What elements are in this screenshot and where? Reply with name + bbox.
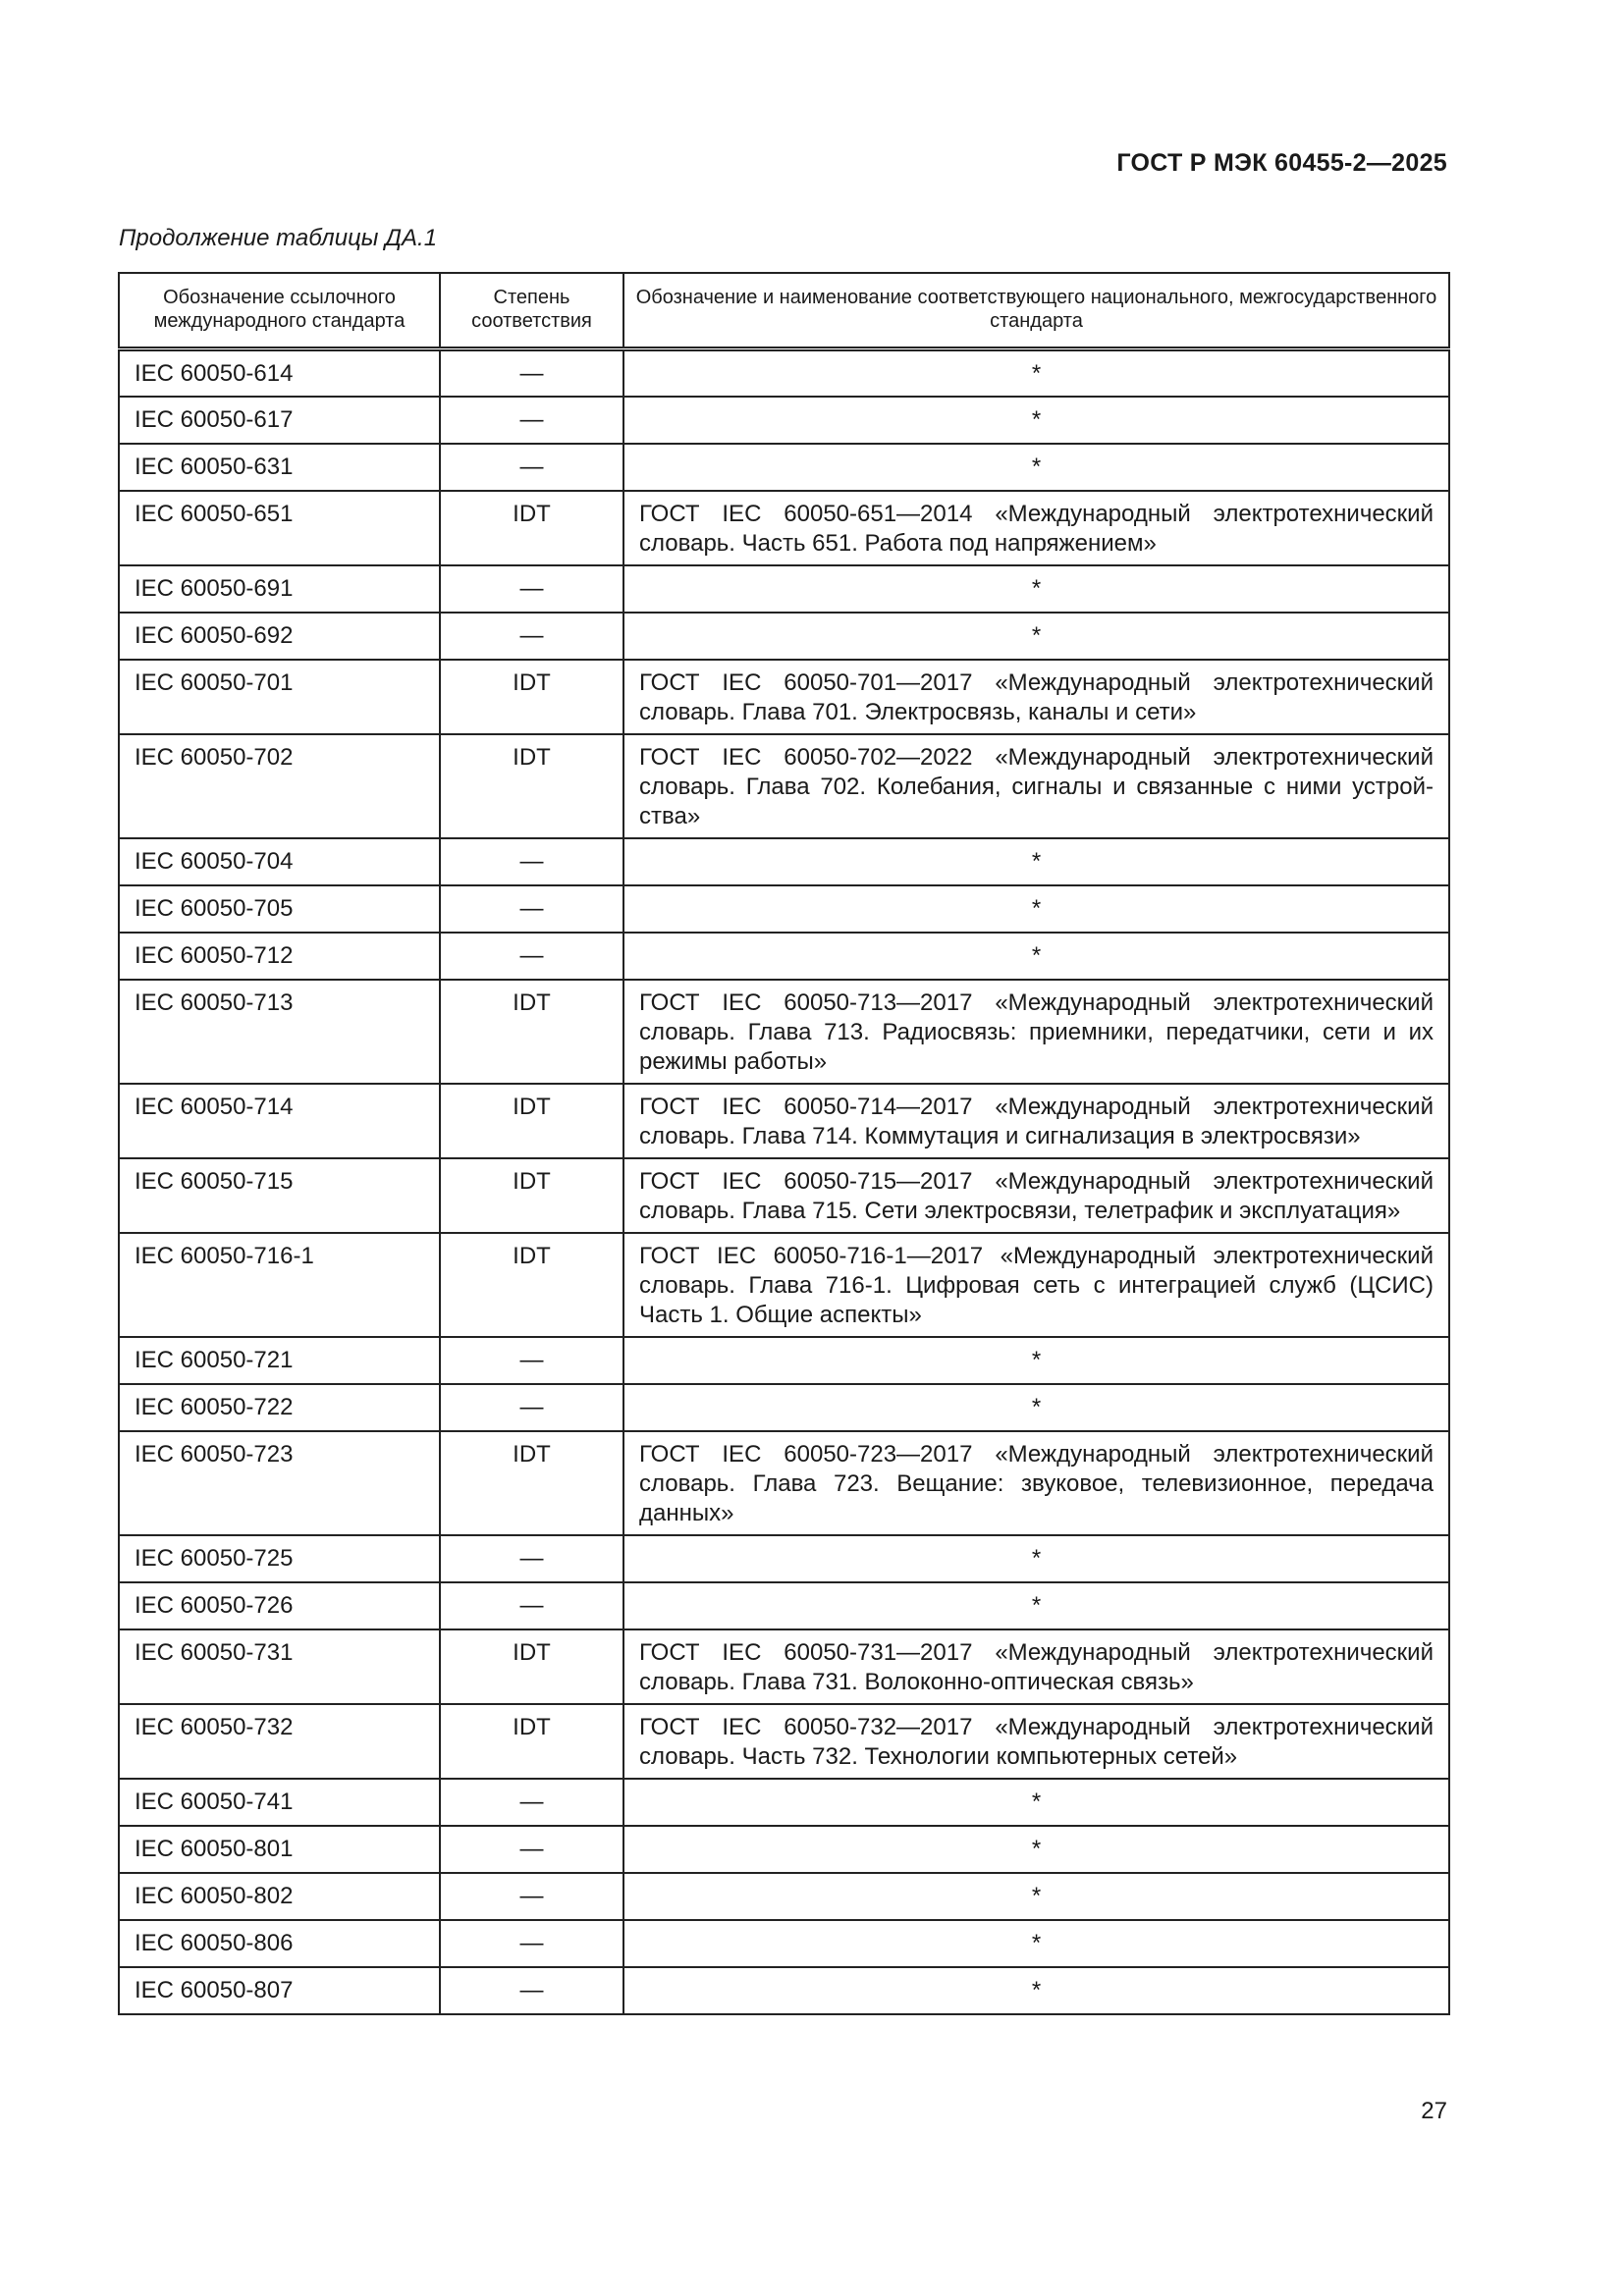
cell-degree: — [440, 565, 623, 613]
cell-international-standard: IEC 60050-725 [119, 1535, 440, 1582]
cell-national-standard: * [623, 1582, 1449, 1629]
column-header-international-standard: Обозначение ссылочного международного стандарта [119, 273, 440, 349]
cell-degree: IDT [440, 1084, 623, 1158]
cell-degree: IDT [440, 491, 623, 565]
cell-degree: — [440, 1826, 623, 1873]
cell-national-standard: * [623, 613, 1449, 660]
table-row [119, 397, 1449, 444]
cell-international-standard: IEC 60050-716-1 [119, 1233, 440, 1337]
cell-national-standard: ГОСТ IEC 60050-713—2017 «Международный электротехнический словарь. Глава 713. Радиосвязь: приемники, передатчики, сети и их режимы работы» [623, 980, 1449, 1084]
table-row [119, 1084, 1449, 1158]
column-header-degree: Степень соответствия [440, 273, 623, 349]
table-row [119, 491, 1449, 565]
table-row [119, 1873, 1449, 1920]
cell-international-standard: IEC 60050-651 [119, 491, 440, 565]
table-caption: Продолжение таблицы ДА.1 [119, 225, 438, 251]
cell-international-standard: IEC 60050-614 [119, 349, 440, 397]
table-row [119, 1337, 1449, 1384]
cell-national-standard: * [623, 397, 1449, 444]
cell-degree: — [440, 885, 623, 933]
table-row [119, 933, 1449, 980]
cell-international-standard: IEC 60050-702 [119, 734, 440, 838]
table-row [119, 1920, 1449, 1967]
cell-international-standard: IEC 60050-692 [119, 613, 440, 660]
table-row [119, 1704, 1449, 1779]
cell-international-standard: IEC 60050-741 [119, 1779, 440, 1826]
cell-international-standard: IEC 60050-721 [119, 1337, 440, 1384]
table-row [119, 885, 1449, 933]
cell-international-standard: IEC 60050-731 [119, 1629, 440, 1704]
cell-national-standard: ГОСТ IEC 60050-651—2014 «Международный электротехнический словарь. Часть 651. Работа под напряжением» [623, 491, 1449, 565]
cell-national-standard: * [623, 1873, 1449, 1920]
cell-degree: IDT [440, 1158, 623, 1233]
cell-international-standard: IEC 60050-705 [119, 885, 440, 933]
table-row [119, 565, 1449, 613]
cell-international-standard: IEC 60050-617 [119, 397, 440, 444]
cell-degree: IDT [440, 1629, 623, 1704]
cell-degree: — [440, 444, 623, 491]
cell-national-standard: * [623, 349, 1449, 397]
cell-national-standard: ГОСТ IEC 60050-732—2017 «Международный электротехнический словарь. Часть 732. Технологии компьютерных сетей» [623, 1704, 1449, 1779]
cell-degree: — [440, 1873, 623, 1920]
table-row [119, 838, 1449, 885]
cell-national-standard: * [623, 1967, 1449, 2014]
table-row [119, 660, 1449, 734]
cell-degree: IDT [440, 980, 623, 1084]
table-row [119, 1582, 1449, 1629]
cell-degree: — [440, 613, 623, 660]
cell-international-standard: IEC 60050-732 [119, 1704, 440, 1779]
cell-international-standard: IEC 60050-715 [119, 1158, 440, 1233]
cell-degree: — [440, 1967, 623, 2014]
page-number: 27 [1421, 2098, 1447, 2124]
cell-degree: — [440, 397, 623, 444]
cell-national-standard: * [623, 1826, 1449, 1873]
column-header-national-standard: Обозначение и наименование соответствующего национального, межгосударственного стандарта [623, 273, 1449, 349]
cell-national-standard: * [623, 1337, 1449, 1384]
cell-degree: IDT [440, 734, 623, 838]
cell-degree: — [440, 933, 623, 980]
cell-degree: — [440, 1535, 623, 1582]
cell-national-standard: * [623, 933, 1449, 980]
table-row [119, 613, 1449, 660]
cell-national-standard: ГОСТ IEC 60050-714—2017 «Международный электротехнический словарь. Глава 714. Коммутация и сигнализация в электросвязи» [623, 1084, 1449, 1158]
table-row [119, 1967, 1449, 2014]
cell-international-standard: IEC 60050-722 [119, 1384, 440, 1431]
cell-degree: — [440, 1779, 623, 1826]
table-header-row [119, 273, 1449, 349]
cell-national-standard: * [623, 1384, 1449, 1431]
cell-degree: — [440, 1582, 623, 1629]
cell-national-standard: ГОСТ IEC 60050-702—2022 «Международный электротехнический словарь. Глава 702. Колебания, сигналы и связанные с ними устройства» [623, 734, 1449, 838]
table-row [119, 1629, 1449, 1704]
cell-degree: — [440, 1920, 623, 1967]
table-row [119, 1384, 1449, 1431]
cell-national-standard: * [623, 444, 1449, 491]
cell-degree: — [440, 1337, 623, 1384]
cell-national-standard: ГОСТ IEC 60050-723—2017 «Международный электротехнический словарь. Глава 723. Вещание: звуковое, телевизионное, передача данных» [623, 1431, 1449, 1535]
cell-national-standard: * [623, 838, 1449, 885]
table-row [119, 444, 1449, 491]
cell-international-standard: IEC 60050-801 [119, 1826, 440, 1873]
cell-national-standard: ГОСТ IEC 60050-715—2017 «Международный электротехнический словарь. Глава 715. Сети электросвязи, телетрафик и эксплуатация» [623, 1158, 1449, 1233]
table-row [119, 1779, 1449, 1826]
cell-degree: IDT [440, 1431, 623, 1535]
table-row [119, 1233, 1449, 1337]
cell-national-standard: * [623, 1779, 1449, 1826]
reference-standards-table [118, 272, 1450, 2015]
table-row [119, 349, 1449, 397]
cell-degree: IDT [440, 1233, 623, 1337]
cell-international-standard: IEC 60050-701 [119, 660, 440, 734]
cell-degree: IDT [440, 1704, 623, 1779]
cell-national-standard: * [623, 885, 1449, 933]
cell-international-standard: IEC 60050-691 [119, 565, 440, 613]
cell-international-standard: IEC 60050-713 [119, 980, 440, 1084]
cell-international-standard: IEC 60050-704 [119, 838, 440, 885]
cell-degree: — [440, 1384, 623, 1431]
cell-degree: — [440, 349, 623, 397]
cell-international-standard: IEC 60050-802 [119, 1873, 440, 1920]
cell-national-standard: ГОСТ IEC 60050-701—2017 «Международный электротехнический словарь. Глава 701. Электросвязь, каналы и сети» [623, 660, 1449, 734]
cell-international-standard: IEC 60050-631 [119, 444, 440, 491]
document-code: ГОСТ Р МЭК 60455-2—2025 [1116, 149, 1447, 177]
table-body [119, 349, 1449, 2014]
table-row [119, 1826, 1449, 1873]
cell-degree: — [440, 838, 623, 885]
table-row [119, 734, 1449, 838]
cell-national-standard: * [623, 1920, 1449, 1967]
cell-international-standard: IEC 60050-806 [119, 1920, 440, 1967]
cell-national-standard: * [623, 1535, 1449, 1582]
table-row [119, 1158, 1449, 1233]
cell-international-standard: IEC 60050-807 [119, 1967, 440, 2014]
table-row [119, 1431, 1449, 1535]
cell-degree: IDT [440, 660, 623, 734]
cell-international-standard: IEC 60050-714 [119, 1084, 440, 1158]
table-row [119, 1535, 1449, 1582]
cell-national-standard: ГОСТ IEC 60050-731—2017 «Международный электротехнический словарь. Глава 731. Волоконно-оптическая связь» [623, 1629, 1449, 1704]
cell-international-standard: IEC 60050-712 [119, 933, 440, 980]
cell-international-standard: IEC 60050-723 [119, 1431, 440, 1535]
cell-international-standard: IEC 60050-726 [119, 1582, 440, 1629]
cell-national-standard: * [623, 565, 1449, 613]
cell-national-standard: ГОСТ IEC 60050-716-1—2017 «Международный электротехнический словарь. Глава 716-1. Цифровая сеть с интеграцией служб (ЦСИС) Часть 1. Общие аспекты» [623, 1233, 1449, 1337]
table-row [119, 980, 1449, 1084]
